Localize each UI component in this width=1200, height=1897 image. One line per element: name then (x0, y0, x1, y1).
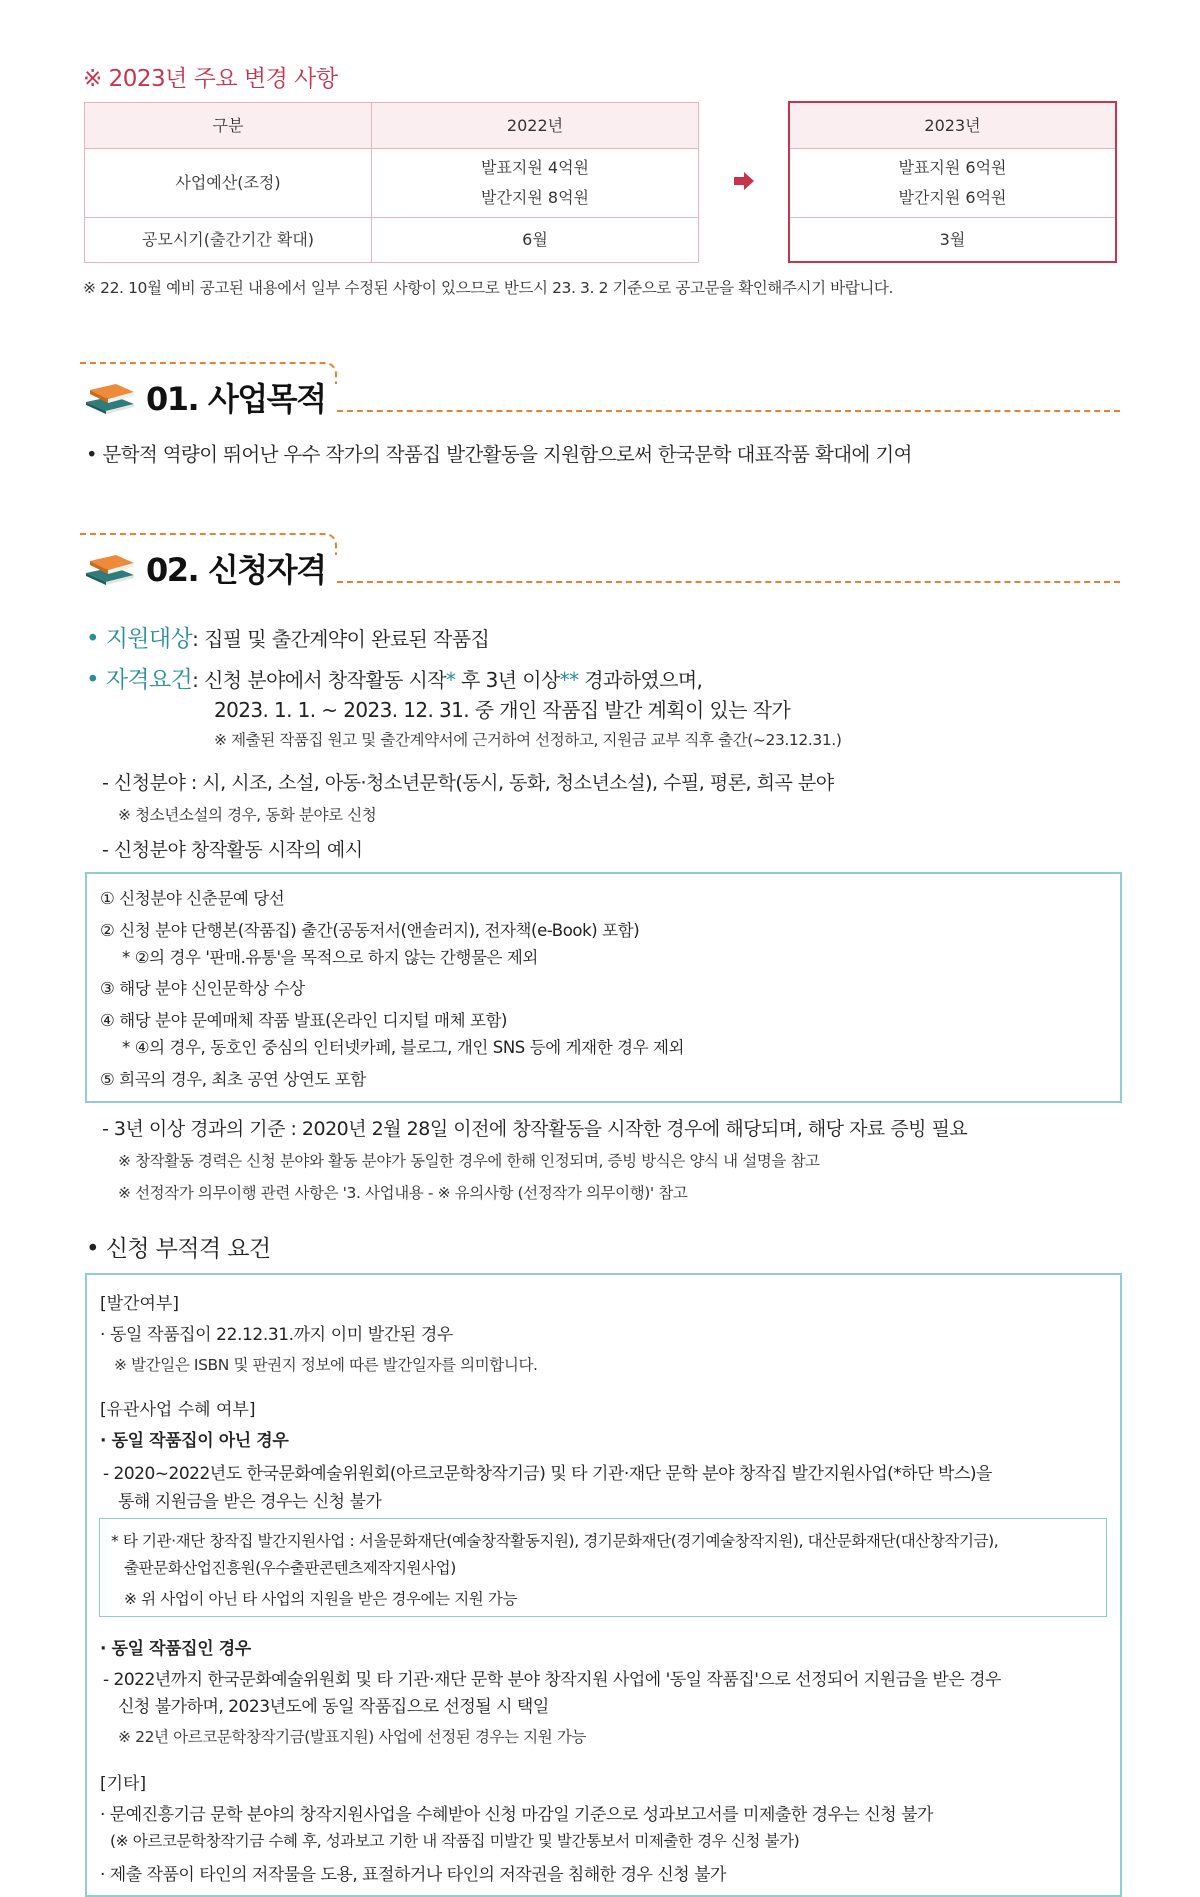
etc-line-2: · 제출 작품이 타인의 저작물을 도용, 표절하거나 타인의 저작권을 침해한 경우 신청 불가 (100, 1865, 726, 1885)
related-line-2b: 신청 불가하며, 2023년도에 동일 작품집으로 선정될 시 택일 (118, 1697, 549, 1717)
related-note-2: ※ 22년 아르코문학창작기금(발표지원) 사업에 선정된 경우는 지원 가능 (118, 1728, 586, 1746)
target-label: 지원대상 (105, 626, 193, 652)
example-item: ⑤ 희곡의 경우, 최초 공연 상연도 포함 (100, 1070, 366, 1089)
related-heading: [유관사업 수혜 여부] (100, 1400, 256, 1420)
section-1-heading (80, 362, 1120, 422)
three-years-line: - 3년 이상 경과의 기준 : 2020년 2월 28일 이전에 창작활동을 시작한 경우에 해당되며, 해당 자료 증빙 필요 (102, 1118, 968, 1140)
example-item: ① 신청분야 신춘문예 당선 (100, 889, 285, 908)
changes-note: ※ 22. 10월 예비 공고된 내용에서 일부 수정된 사항이 있으므로 반드시 23. 3. 2 기준으로 공고문을 확인해주시기 바랍니다. (83, 279, 893, 297)
budget-2022-publication: 발간지원 8억원 (480, 188, 589, 207)
section-1-title: 01. 사업목적 (146, 380, 326, 418)
section-2-heading (80, 533, 1120, 593)
publication-note: ※ 발간일은 ISBN 및 판권지 정보에 따른 발간일자를 의미합니다. (114, 1356, 538, 1374)
related-line-2a: - 2022년까지 한국문화예술위원회 및 타 기관·재단 문학 분야 창작지원 사업에 '동일 작품집'으로 선정되어 지원금을 받은 경우 (103, 1670, 1001, 1690)
ineligible-title: • 신청 부적격 요건 (86, 1236, 271, 1262)
related-subheading-2: · 동일 작품집인 경우 (100, 1639, 251, 1659)
table-header-2023: 2023년 (789, 102, 1116, 149)
ineligible-title-text: 신청 부적격 요건 (105, 1236, 271, 1262)
other-programs-line-1: * 타 기관·재단 창작집 발간지원사업 : 서울문화재단(예술창작활동지원), 경기문화재단(경기예술창작지원), 대산문화재단(대산창작기금), (111, 1532, 999, 1550)
field-note: ※ 청소년소설의 경우, 동화 분야로 신청 (118, 806, 377, 824)
book-stack-icon (84, 551, 136, 585)
example-subnote: * ④의 경우, 동호인 중심의 인터넷카페, 블로그, 개인 SNS 등에 게재한 경우 제외 (122, 1038, 685, 1057)
three-years-note-1: ※ 창작활동 경력은 신청 분야와 활동 분야가 동일한 경우에 한해 인정되며, 증빙 방식은 양식 내 설명을 참고 (118, 1152, 820, 1170)
etc-line-1-note: (※ 아르코문학창작기금 수혜 후, 성과보고 기한 내 작품집 미발간 및 발간통보서 미제출한 경우 신청 불가) (110, 1832, 800, 1850)
purpose-bullet: • 문학적 역량이 뛰어난 우수 작가의 작품집 발간활동을 지원함으로써 한국문학 대표작품 확대에 기여 (86, 443, 912, 466)
publication-line: · 동일 작품집이 22.12.31.까지 이미 발간된 경우 (100, 1325, 453, 1345)
example-subnote: * ②의 경우 '판매.유통'을 목적으로 하지 않는 간행물은 제외 (122, 948, 538, 967)
target-line: • 지원대상: 집필 및 출간계약이 완료된 작품집 (86, 626, 490, 652)
requirement-note: ※ 제출된 작품집 원고 및 출간계약서에 근거하여 선정하고, 지원금 교부 직후 출간(~23.12.31.) (214, 731, 842, 749)
changes-table-2022 (84, 102, 699, 263)
example-item: ④ 해당 분야 문예매체 작품 발표(온라인 디지털 매체 포함) (100, 1011, 508, 1030)
requirement-star-1: * (445, 668, 456, 692)
etc-line-1: · 문예진흥기금 문학 분야의 창작지원사업을 수혜받아 신청 마감일 기준으로 성과보고서를 미제출한 경우는 신청 불가 (100, 1805, 933, 1825)
table-header-2022: 2022년 (372, 103, 699, 149)
other-programs-note: ※ 위 사업이 아닌 타 사업의 지원을 받은 경우에는 지원 가능 (124, 1590, 518, 1608)
requirement-star-2: ** (559, 668, 579, 692)
related-line-1a: - 2020~2022년도 한국문화예술위원회(아르코문학창작기금) 및 타 기관·재단 문학 분야 창작집 발간지원사업(*하단 박스)을 (103, 1464, 992, 1484)
requirement-text-2: 후 3년 이상 (455, 668, 560, 692)
row-period-label: 공모시기(출간기간 확대) (85, 218, 372, 263)
three-years-note-2: ※ 선정작가 의무이행 관련 사항은 '3. 사업내용 - ※ 유의사항 (선정작가 의무이행)' 참고 (118, 1184, 688, 1202)
other-programs-line-2: 출판문화산업진흥원(우수출판콘텐츠제작지원사업) (124, 1559, 456, 1577)
requirement-label: 자격요건 (105, 667, 193, 693)
changes-title: ※ 2023년 주요 변경 사항 (83, 66, 338, 92)
requirement-text-1: : 신청 분야에서 창작활동 시작 (192, 668, 446, 692)
field-line: - 신청분야 : 시, 시조, 소설, 아동·청소년문학(동시, 동화, 청소년소설), 수필, 평론, 희곡 분야 (102, 772, 834, 794)
row-period-2022: 6월 (372, 218, 699, 263)
requirement-line: • 자격요건: 신청 분야에서 창작활동 시작* 후 3년 이상** 경과하였으며, (86, 667, 703, 693)
table-header-category: 구분 (85, 103, 372, 149)
etc-heading: [기타] (100, 1774, 147, 1794)
related-line-1b: 통해 지원금을 받은 경우는 신청 불가 (118, 1492, 382, 1512)
requirement-line-2: 2023. 1. 1. ~ 2023. 12. 31. 중 개인 작품집 발간 계획이 있는 작가 (214, 698, 791, 722)
row-period-2023: 3월 (939, 229, 966, 249)
example-title: - 신청분야 창작활동 시작의 예시 (102, 839, 363, 861)
arrow-right-icon (734, 172, 754, 190)
requirement-text-3: 경과하였으며, (578, 668, 703, 692)
related-subheading-1: · 동일 작품집이 아닌 경우 (100, 1431, 289, 1451)
publication-heading: [발간여부] (100, 1294, 179, 1314)
budget-2022-presentation: 발표지원 4억원 (480, 158, 589, 177)
row-budget-2022 (372, 149, 699, 218)
example-item: ③ 해당 분야 신인문학상 수상 (100, 979, 305, 998)
budget-2023-publication: 발간지원 6억원 (898, 188, 1007, 207)
target-text: : 집필 및 출간계약이 완료된 작품집 (192, 627, 490, 651)
row-budget-label: 사업예산(조정) (85, 149, 372, 218)
section-2-title: 02. 신청자격 (146, 551, 326, 589)
example-item: ② 신청 분야 단행본(작품집) 출간(공동저서(앤솔러지), 전자책(e-Book) 포함) (100, 921, 640, 940)
book-stack-icon (84, 380, 136, 414)
changes-table-2023 (788, 101, 1117, 263)
budget-2023-presentation: 발표지원 6억원 (898, 158, 1007, 177)
row-budget-2023 (789, 149, 1116, 218)
